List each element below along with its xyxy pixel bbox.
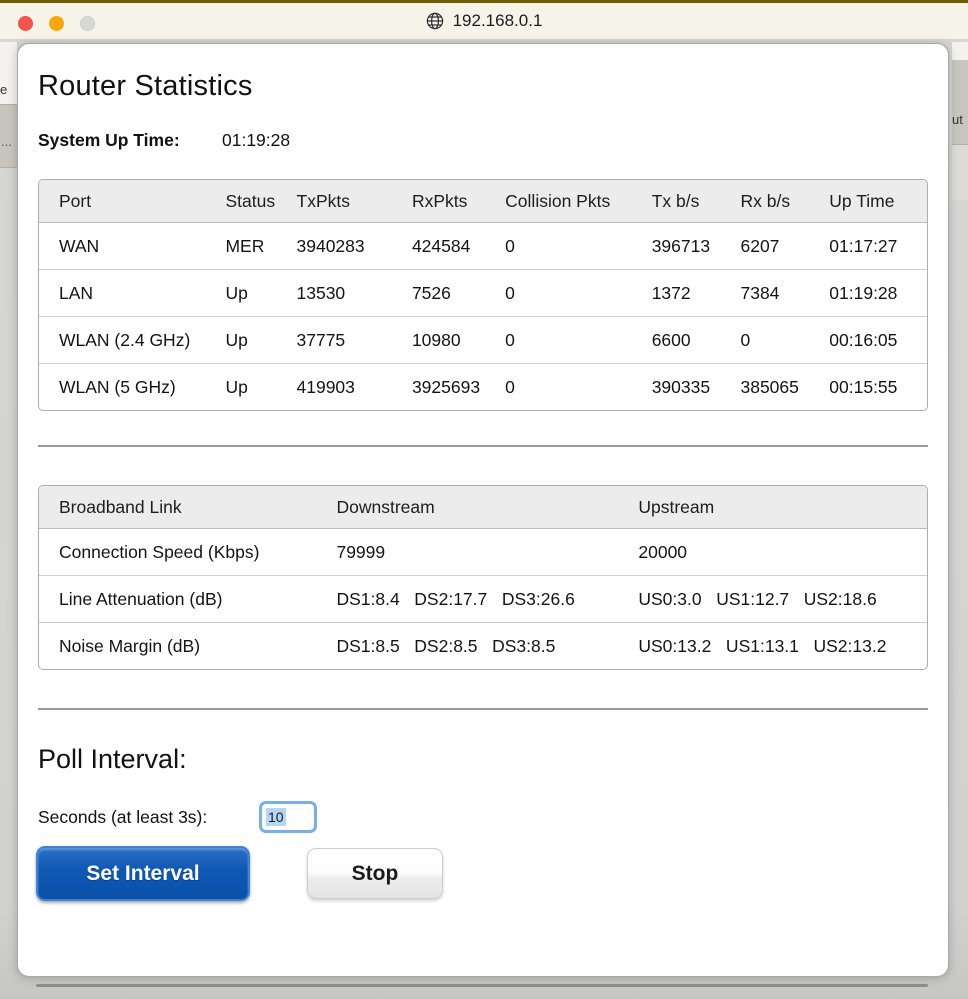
- cell-up-time: 01:17:27: [829, 235, 898, 256]
- cell-tx-bs: 396713: [651, 235, 711, 256]
- table-row-noise-margin: [39, 623, 927, 670]
- cell-status: Up: [225, 270, 296, 317]
- table-row-wan: [39, 223, 927, 270]
- router-statistics-panel: [17, 43, 949, 977]
- cell-port: WLAN (2.4 GHz): [39, 317, 225, 364]
- stop-button[interactable]: Stop: [307, 848, 443, 899]
- column-header-downstream: Downstream: [336, 486, 638, 529]
- cell-downstream: DS1:8.4 DS2:17.7 DS3:26.6: [336, 576, 638, 623]
- broadband-link-table: [38, 485, 928, 670]
- cell-tx-bs: 390335: [652, 364, 741, 411]
- table-header-row: [39, 486, 927, 529]
- column-header-rxpkts: RxPkts: [412, 180, 505, 223]
- cell-collision: 0: [505, 235, 515, 256]
- cell-port: WAN: [59, 235, 100, 256]
- cell-txpkts: 419903: [297, 364, 412, 411]
- window-controls: [18, 3, 95, 43]
- cell-collision: 0: [505, 270, 652, 317]
- cell-txpkts: 3940283: [296, 235, 365, 256]
- background-fragment-right-lower: [952, 145, 968, 200]
- set-interval-button[interactable]: Set Interval: [36, 846, 250, 901]
- address-bar[interactable]: [426, 11, 543, 31]
- column-header-port: Port: [39, 180, 225, 223]
- cell-metric: Line Attenuation (dB): [39, 576, 336, 623]
- column-header-txpkts: TxPkts: [297, 180, 412, 223]
- section-divider: [38, 445, 928, 447]
- cell-collision: 0: [505, 364, 652, 411]
- system-up-time-label: System Up Time:: [38, 130, 180, 150]
- column-header-broadband-link: Broadband Link: [39, 486, 336, 529]
- poll-seconds-row: [38, 801, 928, 833]
- column-header-tx-bs: Tx b/s: [652, 180, 741, 223]
- background-fragment-right-text: ut: [952, 112, 963, 127]
- cell-port: WLAN (5 GHz): [39, 364, 225, 411]
- cell-downstream: 79999: [336, 541, 386, 562]
- column-header-collision-pkts: Collision Pkts: [505, 180, 652, 223]
- cell-rx-bs: 385065: [740, 364, 829, 411]
- page-title: Router Statistics: [38, 70, 253, 102]
- column-header-upstream: Upstream: [638, 486, 927, 529]
- cell-metric: Connection Speed (Kbps): [59, 541, 260, 562]
- table-row-lan: [39, 270, 927, 317]
- cell-rx-bs: 7384: [740, 270, 829, 317]
- minimize-button[interactable]: [49, 16, 64, 31]
- url-text: 192.168.0.1: [452, 11, 543, 30]
- cell-port: LAN: [39, 270, 225, 317]
- table-row-wlan-24: [39, 317, 927, 364]
- cell-collision: 0: [505, 317, 652, 364]
- close-button[interactable]: [18, 16, 33, 31]
- poll-seconds-label: Seconds (at least 3s):: [38, 806, 208, 827]
- cell-rx-bs: 6207: [740, 235, 780, 256]
- cell-status: Up: [225, 364, 296, 411]
- globe-icon: [426, 12, 444, 30]
- table-row-connection-speed: [39, 529, 927, 576]
- cell-up-time: 00:15:55: [829, 364, 927, 411]
- cell-downstream: DS1:8.5 DS2:8.5 DS3:8.5: [336, 623, 638, 670]
- browser-titlebar: [0, 0, 968, 40]
- table-row-line-attenuation: [39, 576, 927, 623]
- column-header-status: Status: [225, 180, 296, 223]
- cell-upstream: US0:3.0 US1:12.7 US2:18.6: [638, 576, 927, 623]
- port-statistics-table: [38, 179, 928, 411]
- cell-up-time: 00:16:05: [829, 317, 927, 364]
- table-header-row: [39, 180, 927, 223]
- background-fragment-right-box: [952, 60, 968, 145]
- background-fragment-right: [952, 42, 968, 60]
- cell-tx-bs: 6600: [652, 317, 741, 364]
- system-up-time-value: 01:19:28: [222, 130, 291, 150]
- zoom-button[interactable]: [80, 16, 95, 31]
- cell-rxpkts: 7526: [412, 270, 505, 317]
- cell-tx-bs: 1372: [652, 270, 741, 317]
- column-header-up-time: Up Time: [829, 180, 927, 223]
- system-up-time-row: [38, 130, 928, 151]
- cell-rx-bs: 0: [740, 317, 829, 364]
- cell-rxpkts: 424584: [411, 235, 471, 256]
- poll-buttons-row: [36, 846, 928, 901]
- cell-upstream: 20000: [638, 541, 688, 562]
- cell-txpkts: 13530: [297, 270, 412, 317]
- cell-upstream: US0:13.2 US1:13.1 US2:13.2: [638, 623, 927, 670]
- cell-rxpkts: 3925693: [412, 364, 505, 411]
- poll-interval-input[interactable]: [259, 801, 317, 833]
- cell-rxpkts: 10980: [412, 317, 505, 364]
- poll-interval-value: 10: [268, 809, 284, 825]
- column-header-rx-bs: Rx b/s: [740, 180, 829, 223]
- background-fragment-left-text: e: [0, 82, 8, 97]
- cell-status: Up: [225, 317, 296, 364]
- cell-up-time: 01:19:28: [829, 270, 927, 317]
- poll-interval-heading: Poll Interval:: [38, 744, 187, 774]
- background-fragment-left-dots: ...: [1, 134, 12, 149]
- section-divider: [38, 708, 928, 710]
- cell-status: MER: [225, 235, 265, 256]
- cell-txpkts: 37775: [297, 317, 412, 364]
- table-row-wlan-5: [39, 364, 927, 411]
- cell-metric: Noise Margin (dB): [39, 623, 336, 670]
- background-divider-line: [36, 984, 928, 987]
